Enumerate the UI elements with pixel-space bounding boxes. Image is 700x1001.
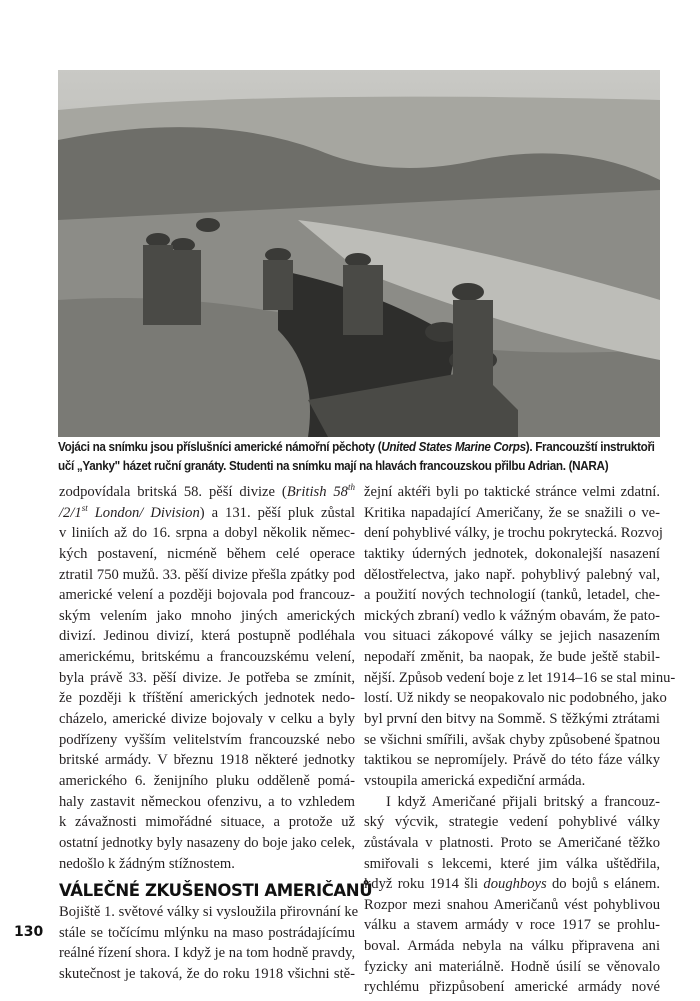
italic-text: /2/1: [59, 504, 82, 521]
text-run: amerického 6. ženijního pluku odděleně pomá-: [59, 772, 355, 789]
text-run: a použití nových technologií (tanků, letadel, che-: [364, 587, 660, 604]
text-run: cházelo, americké divize bojovaly v celku a byly: [59, 711, 355, 728]
text-run: rychlému přizpůsobení americké armády nové: [364, 979, 660, 996]
text-run: Rozpor mezi snahou Američanů vést pohyblivou: [364, 896, 660, 913]
text-run: dělostřelectva, jako např. pohyblivý palebný val,: [364, 566, 660, 583]
text-line: [364, 585, 660, 606]
text-line: [59, 854, 355, 875]
text-run: americkému, britskému a francouzskému velení,: [59, 649, 355, 666]
text-run: když roku 1914 šli: [364, 876, 484, 893]
italic-text: British 58: [286, 484, 348, 500]
text-run: taktikou se nepromíjely. Právě do této fáze války: [364, 752, 660, 769]
caption-line: [58, 457, 620, 476]
text-line: [59, 902, 359, 923]
text-run: válku a stavem armády v roce 1917 se prohlu-: [364, 917, 660, 934]
text-run: kých postavení, nicméně během celé operace: [59, 545, 355, 562]
text-run: taktiky úderných jednotek, dokonalejší nasazení: [364, 545, 660, 562]
text-run: podřízeny vyšším velitelstvím francouzské nebo: [59, 731, 355, 748]
text-run: učí „Yanky" házet ruční granáty. Studenti na snímku mají na hlavách francouzskou přilbu Adrian. (NARA): [58, 459, 609, 473]
text-run: zodpovídala britská 58. pěší divize (: [59, 484, 287, 500]
text-line: [364, 812, 660, 833]
text-line: [364, 833, 660, 854]
text-line: [59, 606, 355, 627]
photo-marines-grenade-training: [58, 70, 660, 437]
text-line: [364, 523, 663, 544]
text-line: [59, 523, 355, 544]
text-run: haly zastavit německou ofenzivu, a to vzhledem: [59, 793, 355, 810]
text-line: [59, 964, 355, 985]
text-line: [59, 923, 355, 944]
text-run: stále se točícímu mlýnku na maso postrádajícímu: [59, 924, 355, 941]
text-run: divizí. Jedinou divizí, která postupně podléhala: [59, 628, 355, 645]
text-run: fyzicky ani materiálně. Hodně úsilí se věnovalo: [364, 958, 660, 975]
text-run: v liniích až do 16. srpna a dobyl několik němec-: [59, 525, 355, 542]
text-line: [59, 647, 355, 668]
text-run: Kritika napadající Američany, že se snažili o ve-: [364, 504, 660, 521]
text-line: [59, 750, 355, 771]
text-line: [59, 482, 355, 503]
text-line: [59, 709, 355, 730]
section-heading: VÁLEČNÉ ZKUŠENOSTI AMERIČANŮ: [59, 881, 373, 901]
text-line: [364, 730, 660, 751]
text-run: dení pohyblivé války, je trochu pokrytecká. Rozvoj: [364, 525, 663, 542]
text-run: ským velením jako mnoho jiných amerických: [59, 607, 355, 624]
text-run: do bojů s elánem.: [546, 876, 660, 893]
text-run: vou situaci zákopové války se jejich nasazením: [364, 628, 660, 645]
text-run: britské armády. V březnu 1918 některé jednotky: [59, 752, 355, 769]
text-run: žejní aktéři byli po taktické stránce velmi zdatní.: [364, 484, 660, 500]
text-run: ) a 131. pěší pluk zůstal: [199, 504, 356, 521]
page-number: 130: [14, 924, 44, 940]
text-line: [59, 792, 355, 813]
caption-line: [58, 438, 655, 457]
text-line: [59, 668, 355, 689]
text-run: nější. Způsob vedení boje z let 1914–16 se stal minu-: [364, 669, 676, 686]
text-line: [59, 943, 355, 964]
text-line: [364, 936, 660, 957]
text-line: [364, 750, 660, 771]
text-line: [364, 957, 660, 978]
text-line: [364, 688, 667, 709]
text-run: se všichni smířili, avšak chyby způsobené špatnou: [364, 731, 660, 748]
text-line: [364, 977, 660, 998]
text-run: ský výcvik, strategie vedení pohyblivé války: [364, 814, 660, 831]
text-run: Bojiště 1. světové války si vysloužila přirovnání ke: [59, 904, 359, 921]
text-line: [364, 771, 660, 792]
text-line: [59, 544, 355, 565]
italic-text: London/ Division: [87, 504, 200, 521]
text-run: byla právě 33. pěší divize. Je potřeba se zmínit,: [59, 669, 355, 686]
text-line: [364, 709, 660, 730]
text-run: reálné řízení shora. I když je na tom hodně pravdy,: [59, 945, 356, 962]
text-line: [364, 606, 660, 627]
text-line: [59, 585, 355, 606]
text-run: americké velení a později bojovala pod francouz-: [59, 587, 355, 604]
text-line: [59, 833, 355, 854]
text-column-right: [364, 482, 676, 998]
text-run: ). Francouzští instruktoři: [525, 440, 655, 454]
text-run: boval. Armáda nebyla na válku připravena ani: [364, 938, 660, 955]
text-line: [59, 626, 355, 647]
text-line: [364, 482, 660, 503]
text-line: [364, 792, 660, 813]
superscript-text: st: [81, 502, 88, 513]
text-line: [364, 544, 660, 565]
italic-text: doughboys: [483, 876, 547, 893]
italic-text: United States Marine Corps: [381, 440, 526, 454]
text-run: že později k tříštění amerických jednotek nedo-: [59, 690, 355, 707]
text-line: [59, 688, 355, 709]
text-line: [364, 668, 676, 689]
text-run: nepodaří změnit, ba naopak, že bude ještě stabil-: [364, 649, 660, 666]
photo-caption: [58, 438, 655, 476]
text-line: [364, 626, 660, 647]
text-line: [364, 915, 660, 936]
text-run: Vojáci na snímku jsou příslušníci americké námořní pěchoty (: [58, 440, 382, 454]
text-run: nedošlo k žádným stížnostem.: [59, 855, 235, 872]
text-column-left: [59, 482, 373, 985]
text-run: vstoupila americká expediční armáda.: [364, 772, 586, 789]
text-line: [59, 771, 355, 792]
text-run: ztratil 750 mužů. 33. pěší divize přešla zpátky pod: [59, 566, 355, 583]
text-line: [364, 874, 660, 895]
text-line: [364, 503, 660, 524]
text-run: byl první den bitvy na Sommě. S těžkými ztrátami: [364, 711, 660, 728]
text-run: I když Američané přijali britský a francouz-: [386, 793, 660, 810]
text-line: [364, 565, 660, 586]
text-line: [59, 503, 355, 524]
text-run: smiřovali s lekcemi, které jim válka uštědřila,: [364, 855, 660, 872]
text-run: lostí. Už nikdy se neopakovalo nic podobného, jako: [364, 690, 667, 707]
text-line: [59, 730, 355, 751]
trench-photo-image: [58, 70, 660, 437]
text-run: zůstávala v platnosti. Proto se Američané těžko: [364, 834, 660, 851]
text-run: ostatní jednotky byly nasazeny do boje jako celek,: [59, 834, 355, 851]
text-line: [59, 812, 355, 833]
text-line: [364, 647, 660, 668]
text-line: [59, 565, 355, 586]
text-line: [364, 895, 660, 916]
superscript-text: th: [347, 482, 355, 492]
text-line: [364, 854, 660, 875]
text-run: skutečnost je taková, že do roku 1918 všichni stě-: [59, 966, 355, 983]
text-run: mických zbraní) vedlo k vážným obavám, že pato-: [364, 607, 660, 624]
text-run: k závažnosti mimořádné situace, a protože už: [59, 814, 355, 831]
